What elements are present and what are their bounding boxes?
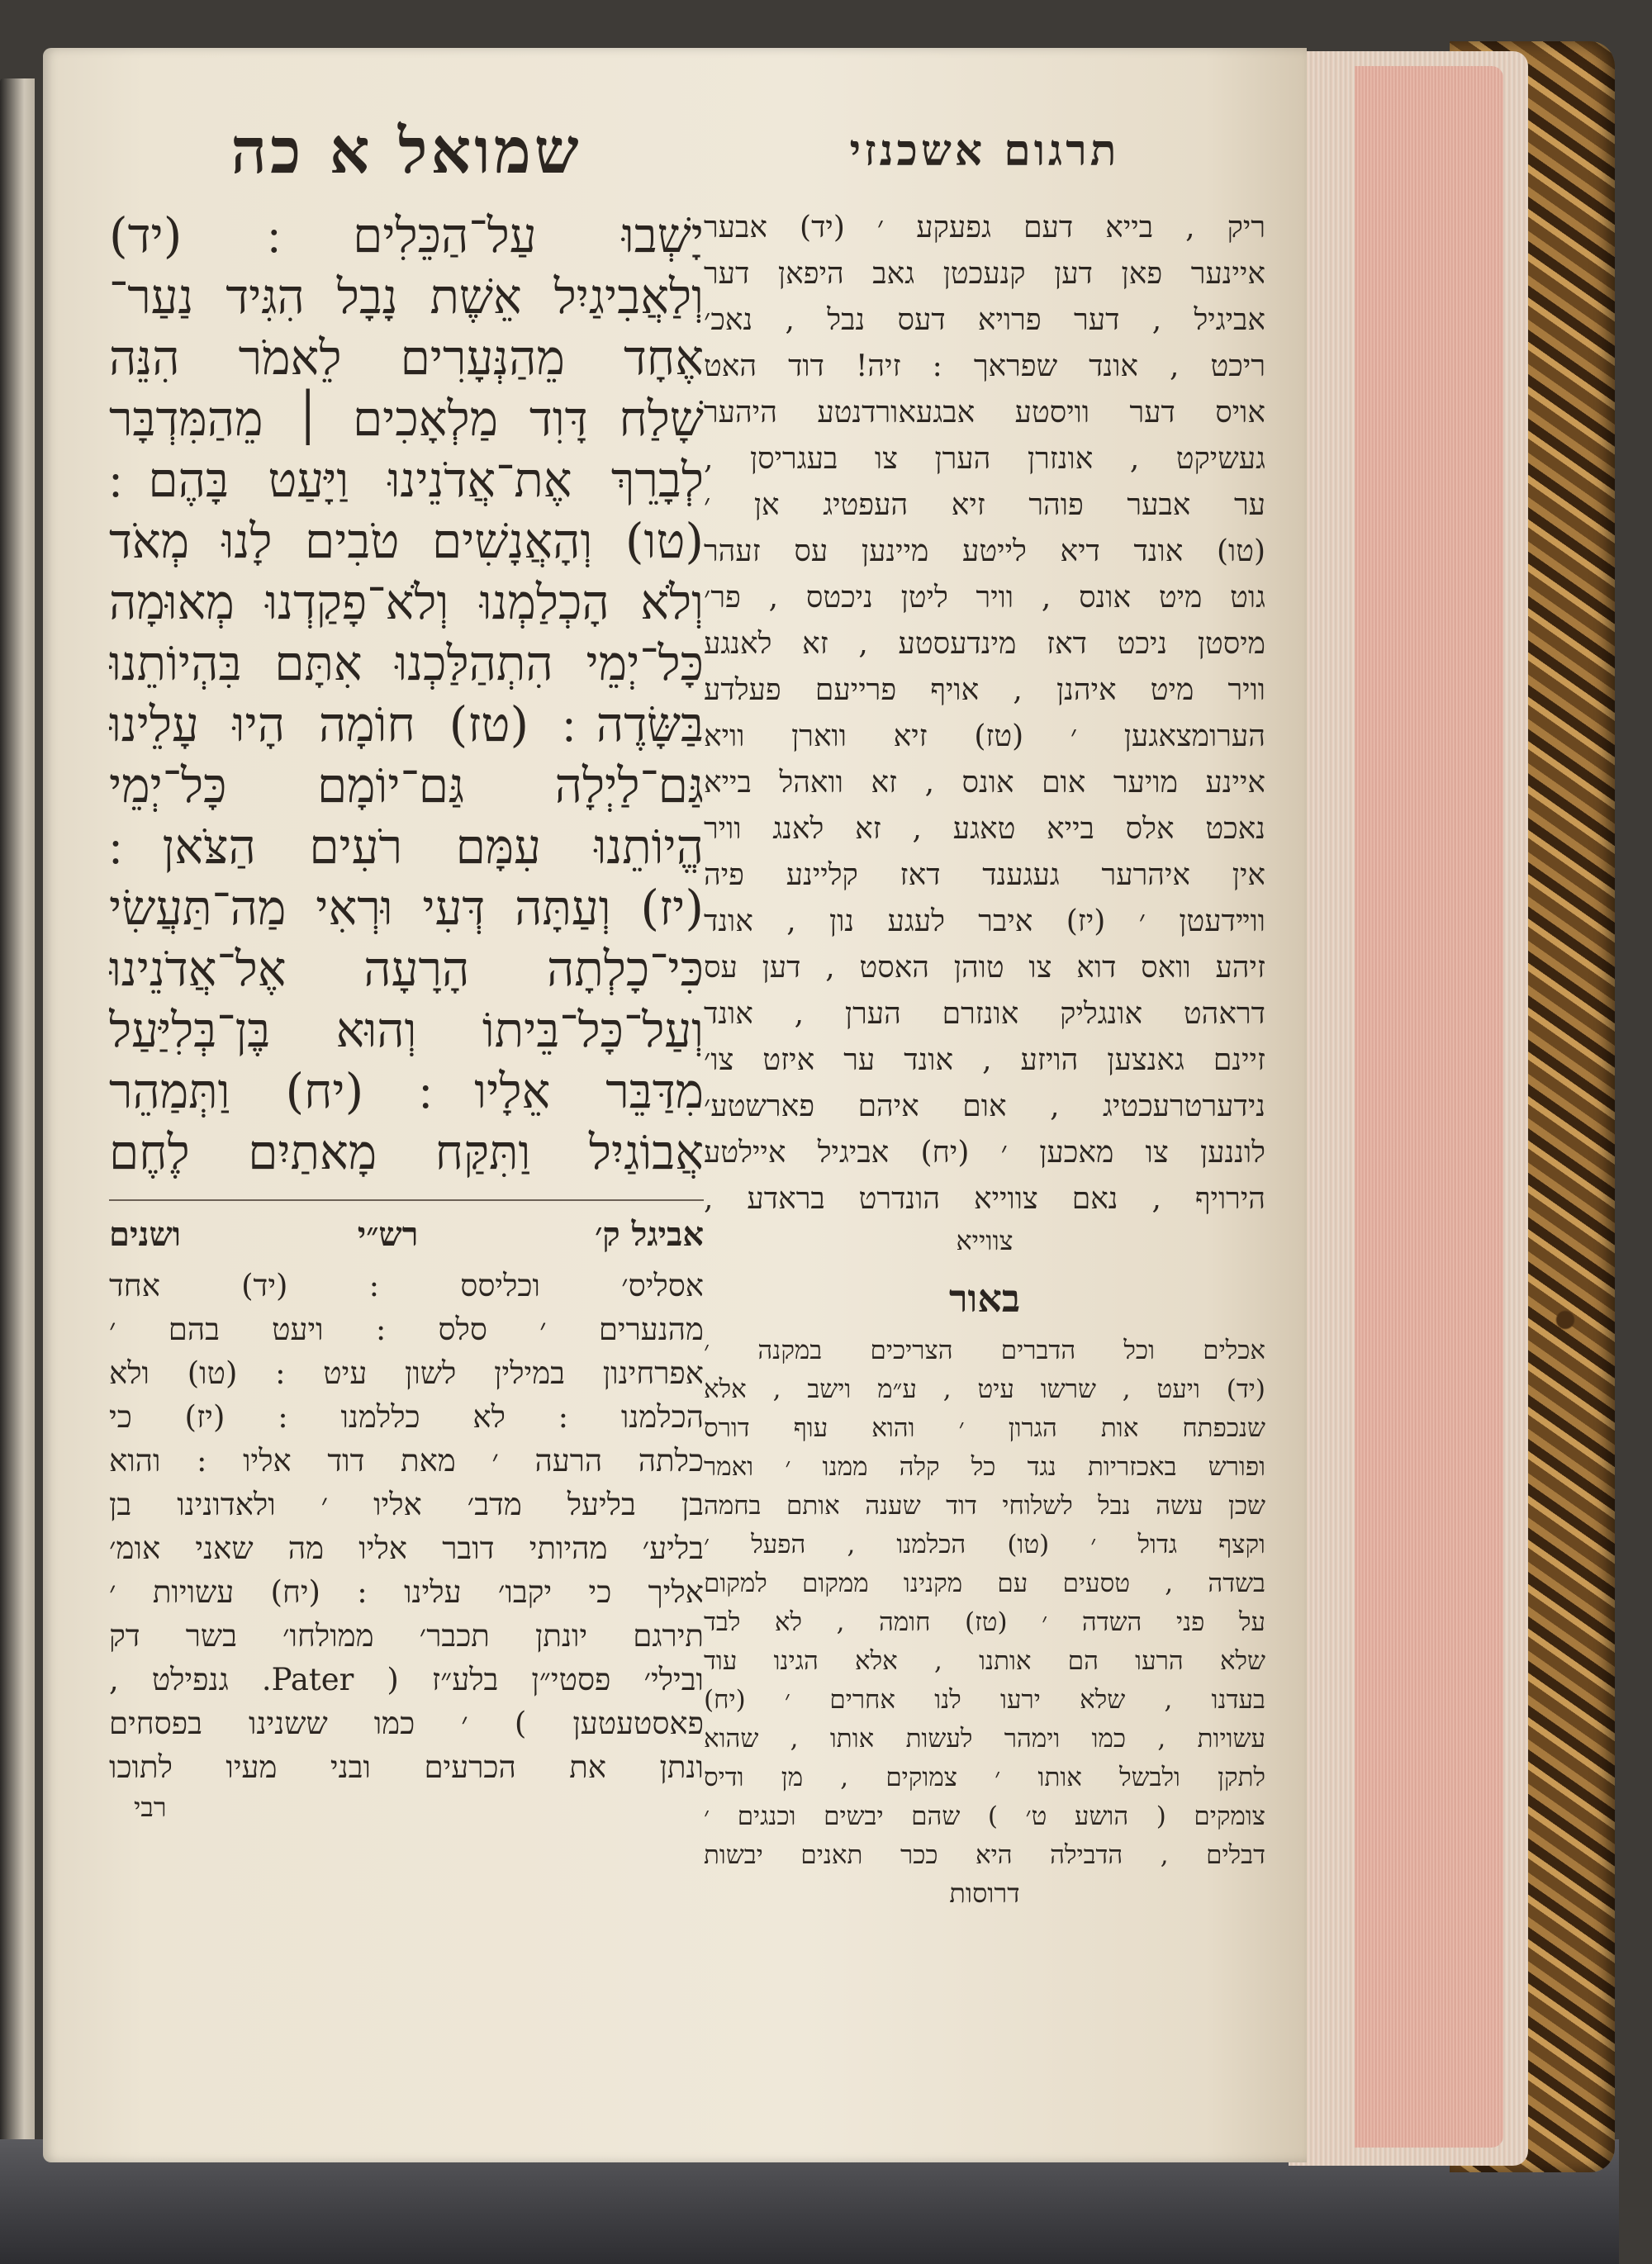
catchword-left: רבי	[134, 1792, 167, 1823]
rashi-line: מהנערים ׳ סלס : ויעט בהם ׳	[109, 1312, 704, 1347]
rashi-header-catch: אביגל ק׳	[595, 1215, 704, 1254]
catchword-translation: צווייא	[956, 1225, 1014, 1256]
translation-line: דראהט אונגליק אונזרם הערן , אונד	[704, 997, 1265, 1031]
verse-line: הֱיוֹתֵנוּ עִמָּם רֹעִים הַצֹּאן ׃	[109, 819, 704, 875]
verse-line: וְלֹא הָכְלַמְנוּ וְלֹא־פָקַדְנוּ מְאוּמָה	[109, 574, 704, 630]
biur-line: אכלים וכל הדברים הצריכים במקנה ׳	[704, 1336, 1265, 1365]
rashi-header-title: רש״י	[357, 1215, 419, 1254]
rashi-commentary	[109, 1264, 704, 1789]
rashi-header-word: ושנים	[109, 1215, 182, 1254]
biur-line: דבלים , הדבילה היא ככר תאנים יבשות	[704, 1840, 1265, 1870]
translation-line: אויס דער וויסטע אבגעאורדנטע היהער	[704, 396, 1265, 430]
biur-line: שכן עשה נבל לשלוחי דוד שענה אותם בחמה	[704, 1491, 1265, 1521]
biur-line: בעדנו , שלא ירעו לנו אחרים ׳ (יח)	[704, 1685, 1265, 1715]
rashi-line: בן בליעל מדב׳ אליו ׳ ולאדונינו בן	[109, 1487, 704, 1522]
translation-line: איינער פאן דען קנעכטן גאב היפאן דער	[704, 257, 1265, 291]
verse-line: גַּם־לַיְלָה גַּם־יוֹמָם כָּל־יְמֵי	[109, 757, 704, 814]
verse-line: וְעַל־כָּל־בֵּיתוֹ וְהוּא בֶּן־בְּלִיַּעַל	[109, 1002, 704, 1058]
biur-header: באור	[948, 1276, 1021, 1321]
verse-lines	[109, 205, 704, 1183]
verse-line: כִּי־כָלְתָה הָרָעָה אֶל־אֲדֹנֵינוּ	[109, 941, 704, 997]
biur-line: (יד) ויעט , שרשו עיט , ע״מ וישב , אלא	[704, 1374, 1265, 1404]
translation-line: ריק , בייא דעם גפעקע ׳ (יד) אבער	[704, 211, 1265, 244]
verse-line: בַּשָּׂדֶה ׃ (טז) חוֹמָה הָיוּ עָלֵינוּ	[109, 696, 704, 752]
translation-lines	[704, 205, 1265, 1222]
rashi-line: אליך כי יקבו׳ עלינו : (יח) עשויות ׳	[109, 1574, 704, 1610]
translation-line: ער אבער פוהר זיא העפטיג אן ׳	[704, 488, 1265, 522]
biur-line: וקצף גדול ׳ (טו) הכלמנו , הפעל ׳	[704, 1530, 1265, 1559]
translation-line: געשיקט , אונזרן הערן צו בעגריסן ,	[704, 442, 1265, 476]
translation-line: אין איהרער געגענד דאז קליינע פיה	[704, 858, 1265, 892]
biur-commentary	[704, 1331, 1265, 1875]
rashi-line: ונתן את הכרעים ובני מעיו לתוכו	[109, 1749, 704, 1785]
translation-line: אביגיל , דער פרויא דעס נבל , נאכ׳	[704, 303, 1265, 337]
biur-line: עשויות , כמו וימהר לעשות אותו , שהוא	[704, 1724, 1265, 1754]
rashi-line: פאסטעטען ) ׳ כמו ששנינו בפסחים	[109, 1706, 704, 1741]
rashi-line: הכלמנו : לא כללמנו : (יז) כי	[109, 1399, 704, 1435]
translation-line: זיהע וואס דוא צו טוהן האסט , דען עס	[704, 951, 1265, 985]
translation-line: זיינם גאנצען הויזע , אונד ער איזט צו׳	[704, 1043, 1265, 1077]
translation-line: נידערטרעכטיג , אום איהם פארשטע׳	[704, 1089, 1265, 1123]
biur-line: ופורש באכזריות נגד כל קלה ממנו ׳ ואמר	[704, 1452, 1265, 1482]
book-page	[43, 48, 1307, 2162]
hebrew-text-column	[109, 106, 704, 1825]
adjacent-page-edge	[0, 78, 35, 2168]
translation-line: (טו) אונד דיא לייטע מיינען עס זעהר	[704, 534, 1265, 568]
rashi-line: ובילי׳ פסטי״ן בלע״ז ( Pater. גנפילט ,	[109, 1662, 704, 1697]
translation-line: הירויף , נאם צווייא הונדרט בראדע ,	[704, 1182, 1265, 1216]
translation-line: ווײדעטן ׳ (יז) איבר לעגע נון , אונד	[704, 904, 1265, 938]
translation-line: לוננען צו מאכען ׳ (יח) אביגיל איילטע	[704, 1136, 1265, 1170]
biur-line: בשדה , טסעים עם מקנינו ממקום למקום	[704, 1569, 1265, 1598]
translation-line: הערומצאגען ׳ (טז) זיא ווארן וויא	[704, 719, 1265, 753]
translation-line: גוט מיט אונס , וויר ליטן ניכטס , פר׳	[704, 581, 1265, 615]
catchword-biur: דרוסות	[949, 1877, 1020, 1909]
verse-line: (יז) וְעַתָּה דְּעִי וּרְאִי מַה־תַּעֲשִׂי	[109, 880, 704, 936]
verse-line: יָשְׁבוּ עַל־הַכֵּלִים ׃ (יד)	[109, 207, 704, 263]
translation-column	[704, 106, 1265, 1911]
verse-line: מִדַּבֵּר אֵלָיו ׃ (יח) וַתְּמַהֵר	[109, 1063, 704, 1119]
translation-line: מיסטן ניכט דאז מינדעסטע , זא לאנגע	[704, 627, 1265, 661]
verse-line: וְלַאֲבִיגַיִל אֵשֶׁת נָבָל הִגִּיד נַעַר־	[109, 268, 704, 325]
verse-line: (טו) וְהָאֲנָשִׁים טֹבִים לָנוּ מְאֹד	[109, 513, 704, 569]
biur-line: לתקן ולבשל אותו ׳ צמוקים , מן ודיס	[704, 1763, 1265, 1792]
rashi-line: תירגם יונתן תכבר׳ ממולחו׳ בשר דק	[109, 1618, 704, 1654]
verse-line: לְבָרֵךְ אֶת־אֲדֹנֵינוּ וַיָּעַט בָּהֶם ׃	[109, 452, 704, 508]
verse-line: אֶחָד מֵהַנְּעָרִים לֵאמֹר הִנֵּה	[109, 330, 704, 386]
biur-line: שנכפתח אות הגרון ׳ והוא עוף דורס	[704, 1413, 1265, 1443]
translation-line: איינע מויער אום אונס , זא וואהל בייא	[704, 766, 1265, 800]
rashi-line: אפרחינון במילין לשון עיט : (טו) ולא	[109, 1355, 704, 1391]
running-head-left: שמואל א כה	[230, 114, 582, 187]
verse-line: שָׁלַח דָּוִד מַלְאָכִים ׀ מֵהַמִּדְבָּר	[109, 391, 704, 447]
biur-line: צומקים ( הושע ט׳ ) שהם יבשים וכנגים ׳	[704, 1801, 1265, 1831]
rashi-line: אסליס׳ וכליסס : (יד) אחד	[109, 1268, 704, 1303]
translation-line: נאכט אלס בייא טאגע , זא לאנג וויר	[704, 812, 1265, 846]
verse-line: כָּל־יְמֵי הִתְהַלַּכְנוּ אִתָּם בִּהְיוֹתֵנוּ	[109, 635, 704, 691]
verse-line: אֲבוֹגַיִל וַתִּקַּח מָאתַיִם לֶחֶם	[109, 1124, 704, 1180]
translation-line: וויר מיט איהנן , אויף פרייעם פעלדע	[704, 673, 1265, 707]
translation-line: ריכט , אונד שפראך : זיה! דוד האט	[704, 349, 1265, 383]
biur-line: על פני השדה ׳ (טז) חומה , לא לבד	[704, 1607, 1265, 1637]
biur-line: שלא הרעו הם אותנו , אלא הגינו עוד	[704, 1646, 1265, 1676]
rashi-line: כלתה הרעה ׳ מאת דוד אליו : והוא	[109, 1443, 704, 1478]
red-page-edges	[1355, 66, 1503, 2148]
rashi-header	[109, 1199, 704, 1264]
running-head-right: תרגום אשכנזי	[849, 126, 1120, 176]
rashi-line: בליע׳ מהיותי דובר אליו מה שאני אומ׳	[109, 1531, 704, 1566]
